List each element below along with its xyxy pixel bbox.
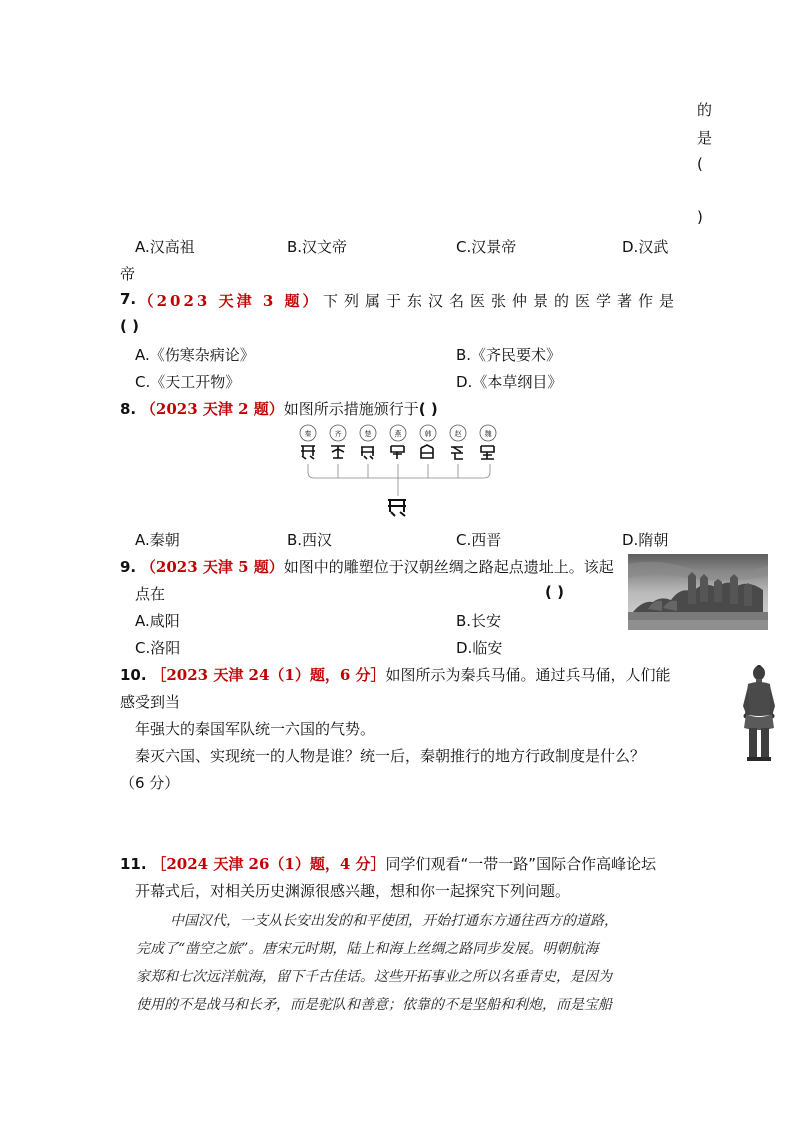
q11-stem: 同学们观看“一带一路”国际合作高峰论坛 [385, 855, 657, 873]
state-label: 齐 [334, 430, 342, 438]
q6-option-b: B.汉文帝 [287, 238, 348, 256]
ancient-glyphs [301, 445, 494, 459]
q11-passage-line: 使用的不是战马和长矛，而是驼队和善意；依靠的不是坚船和利炮，而是宝船 [136, 997, 612, 1013]
q10-stem-line [120, 664, 671, 685]
q8-option-b: B.西汉 [287, 531, 333, 549]
state-label: 秦 [304, 430, 312, 438]
q7-blank: ( ) [120, 317, 139, 335]
q8-stem-line [120, 398, 438, 419]
q9-source: （2023 天津 5 题） [140, 558, 284, 576]
q11-source: ［2024 天津 26（1）题，4 分］ [151, 855, 386, 873]
q9-option-d: D.临安 [456, 639, 503, 657]
q8-number: 8. [120, 400, 137, 418]
q11-passage-line: 完成了“凿空之旅”。唐宋元时期，陆上和海上丝绸之路同步发展。明朝航海 [136, 941, 599, 957]
q10-number: 10. [120, 666, 147, 684]
unified-seal-glyph [388, 500, 406, 516]
q6-blank-open: ( [697, 155, 703, 173]
state-label: 韩 [424, 430, 432, 438]
q6-stem-char: 的 [697, 101, 713, 119]
q9-option-c: C.洛阳 [135, 639, 181, 657]
q11-passage-line: 家郑和七次远洋航海，留下千古佳话。这些开拓事业之所以名垂青史，是因为 [136, 969, 612, 985]
q7-number: 7. [120, 290, 137, 308]
q10-stem-cont: 感受到当 [120, 693, 181, 711]
q8-blank: ( ) [418, 400, 438, 418]
state-label: 燕 [394, 430, 402, 438]
q9-option-b: B.长安 [456, 612, 502, 630]
terracotta-warrior-photo [736, 664, 782, 764]
q6-option-d: D.汉武 [622, 238, 669, 256]
q10-stem-cont2: 年强大的秦国军队统一六国的气势。 [135, 720, 376, 738]
q7-option-c: C.《天工开物》 [135, 373, 241, 391]
q8-option-a: A.秦朝 [135, 531, 180, 549]
q10-source: ［2023 天津 24（1）题，6 分］ [151, 666, 386, 684]
q9-stem-line [120, 556, 614, 577]
q11-passage-line: 中国汉代，一支从长安出发的和平使团，开始打通东方通往西方的道路， [170, 913, 618, 929]
q6-option-c: C.汉景帝 [456, 238, 517, 256]
q6-option-d-wrap: 帝 [120, 265, 136, 283]
q6-stem-char: 是 [697, 129, 713, 147]
q11-number: 11. [120, 855, 147, 873]
q10-score: （6 分） [120, 774, 180, 792]
q9-number: 9. [120, 558, 137, 576]
q8-source: （2023 天津 2 题） [140, 400, 284, 418]
script-unification-diagram [290, 420, 510, 525]
q6-option-a: A.汉高祖 [135, 238, 195, 256]
q7-source: （2023 天津 3 题） [138, 292, 321, 310]
q9-blank: ( ) [545, 583, 564, 601]
q9-option-a: A.咸阳 [135, 612, 180, 630]
q7-option-d: D.《本草纲目》 [456, 373, 563, 391]
q7-stem: 下列属于东汉名医张仲景的医学著作是 [322, 292, 680, 310]
q7-option-a: A.《伤寒杂病论》 [135, 346, 255, 364]
q8-option-c: C.西晋 [456, 531, 502, 549]
silk-road-sculpture-photo [628, 554, 768, 630]
q7-stem-line [120, 290, 680, 311]
q8-option-d: D.隋朝 [622, 531, 669, 549]
connector-lines [308, 464, 490, 496]
state-label: 魏 [484, 430, 492, 438]
q10-question: 秦灭六国、实现统一的人物是谁？统一后，秦朝推行的地方行政制度是什么？ [135, 747, 646, 765]
q10-stem: 如图所示为秦兵马俑。通过兵马俑，人们能 [385, 666, 671, 684]
q6-blank-close: ) [697, 208, 703, 226]
state-label: 赵 [454, 430, 462, 438]
q7-option-b: B.《齐民要术》 [456, 346, 562, 364]
q8-stem: 如图所示措施颁行于 [283, 400, 419, 418]
q11-stem-line [120, 853, 656, 874]
q9-stem: 如图中的雕塑位于汉朝丝绸之路起点遗址上。该起 [283, 558, 614, 576]
q9-stem-cont: 点在 [135, 585, 166, 603]
q11-stem-cont: 开幕式后，对相关历史渊源很感兴趣，想和你一起探究下列问题。 [135, 882, 571, 900]
state-label: 楚 [364, 430, 372, 438]
